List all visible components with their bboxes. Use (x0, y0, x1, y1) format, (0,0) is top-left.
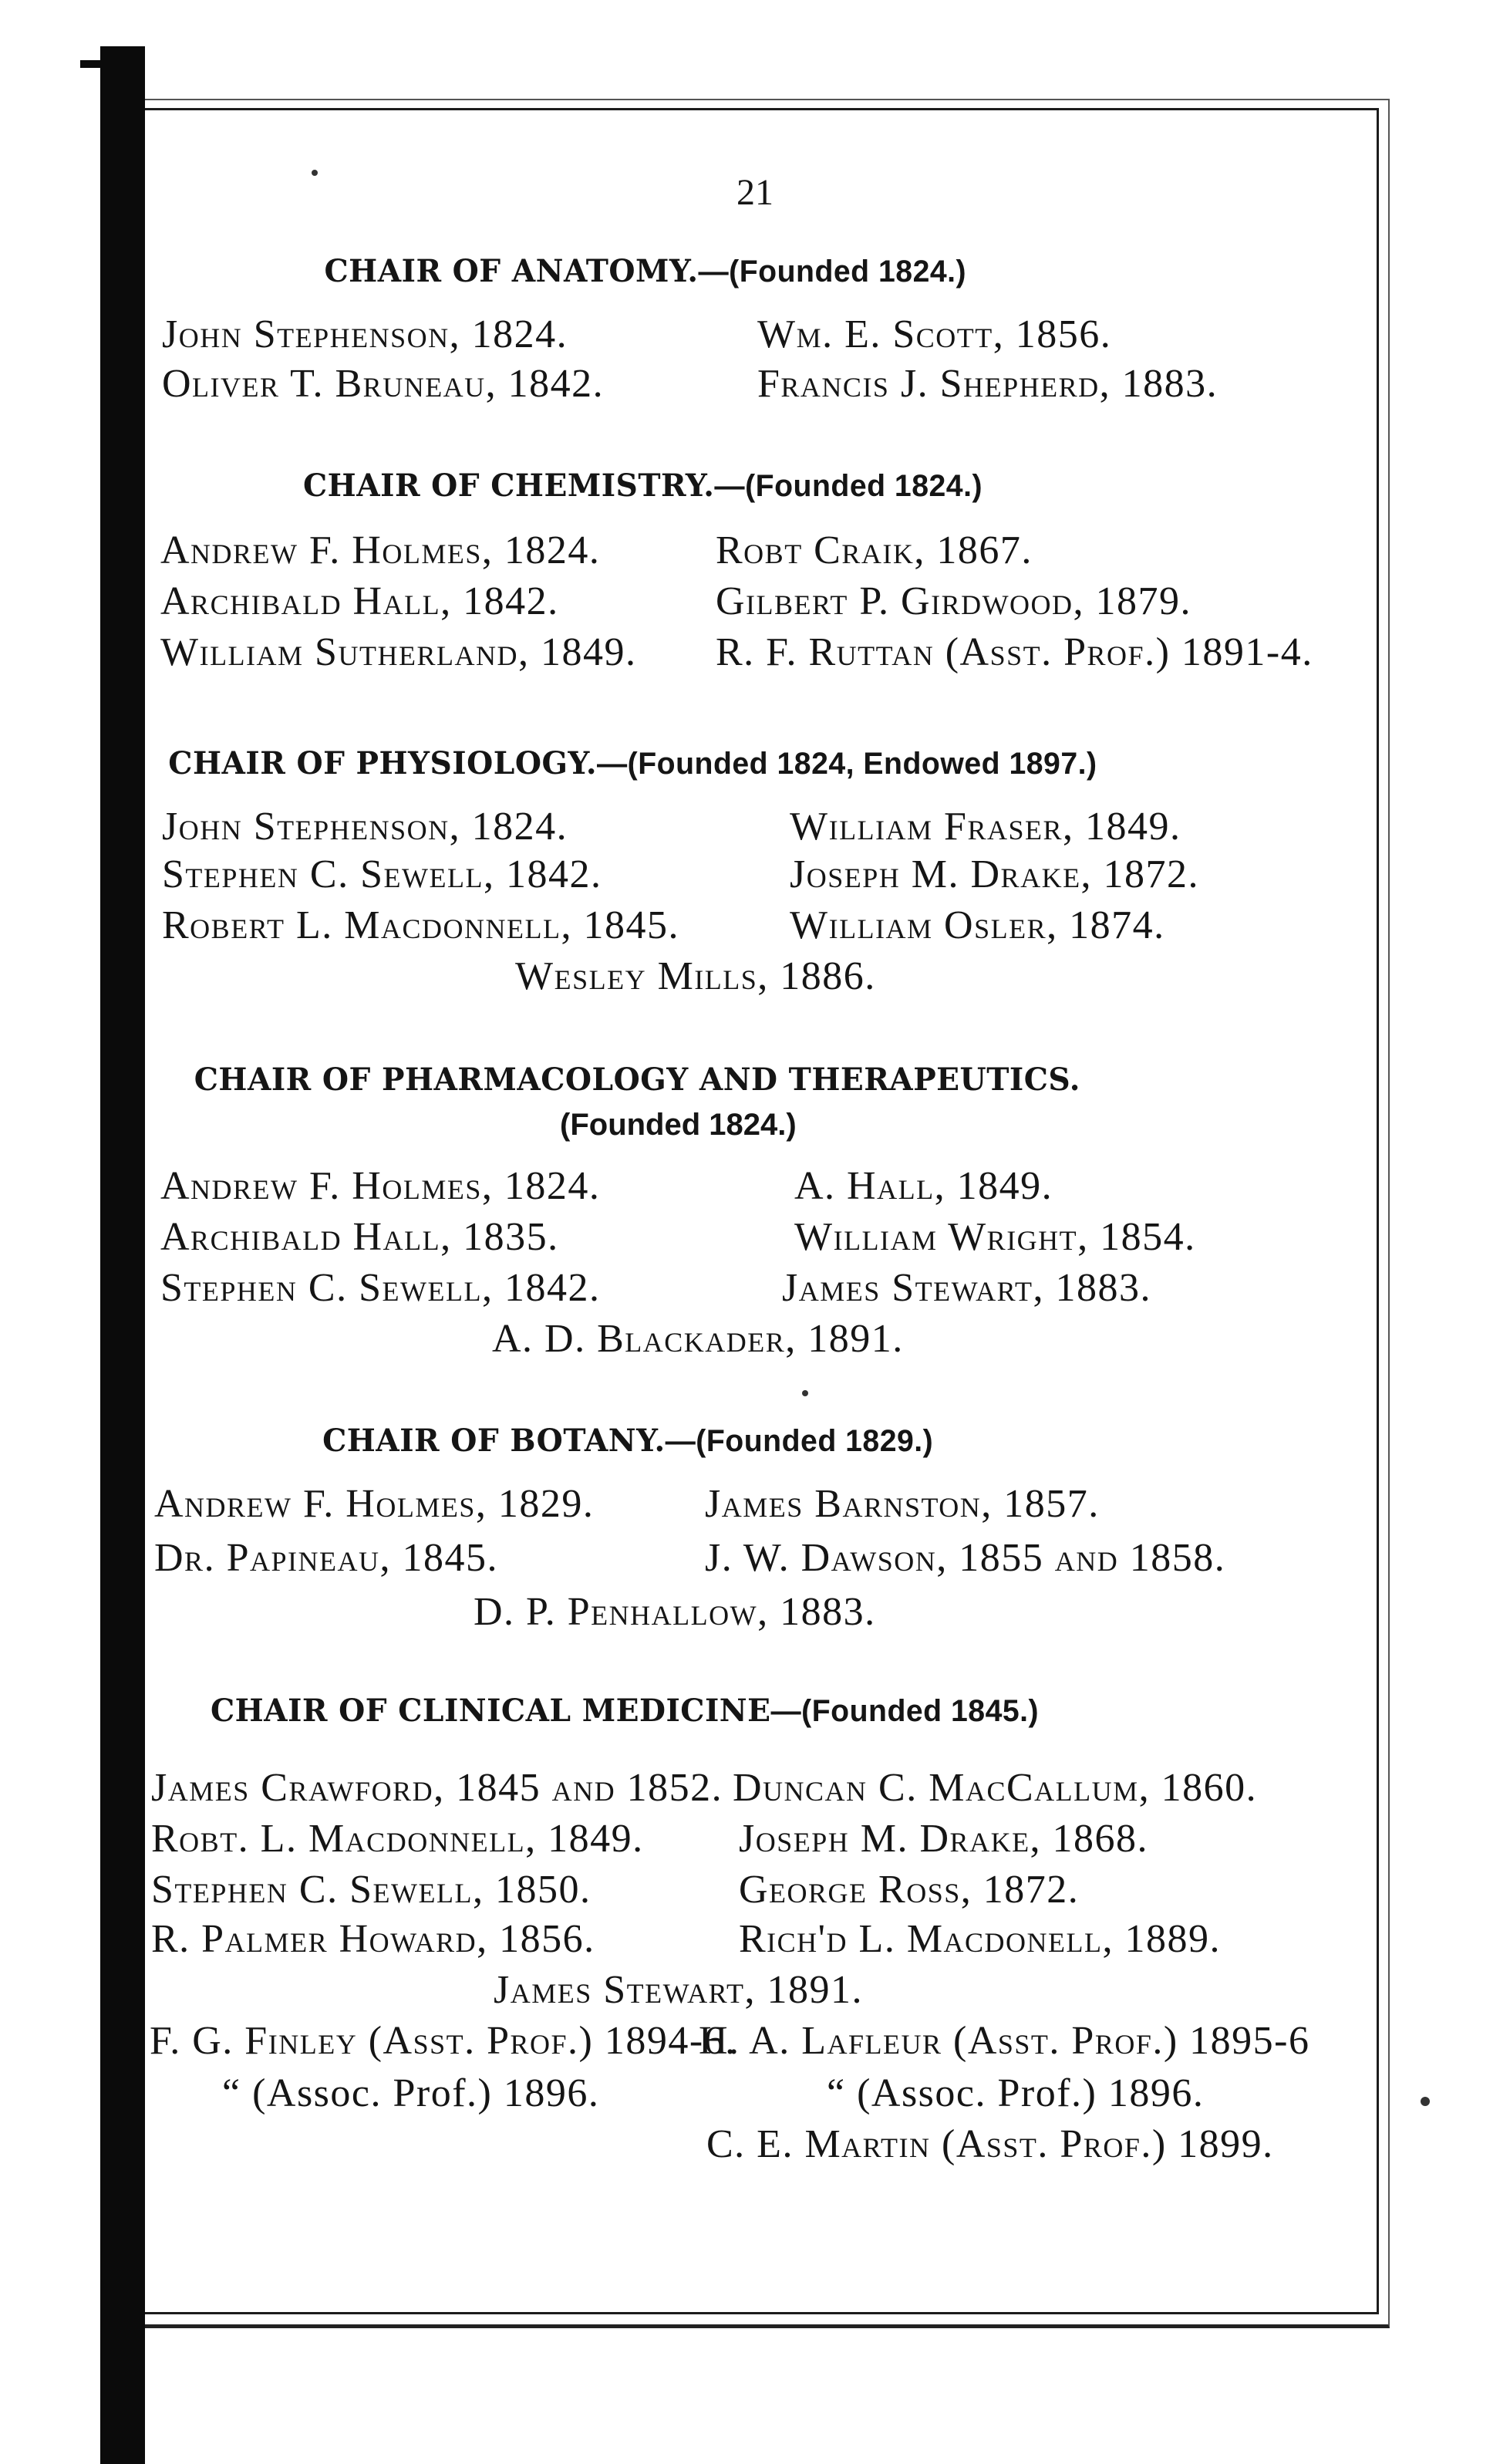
list-item: John Stephenson, 1824. (162, 312, 568, 356)
list-item: James Stewart, 1891. (494, 1968, 863, 2012)
list-item: William Sutherland, 1849. (160, 630, 637, 674)
founded-note: —(Founded 1824, Endowed 1897.) (596, 747, 1097, 781)
list-item: Andrew F. Holmes, 1824. (160, 1164, 601, 1208)
chair-heading-pharmacology (194, 1062, 1080, 1098)
list-item: Robt. L. Macdonnell, 1849. (151, 1817, 644, 1861)
chair-heading-physiology (168, 745, 1097, 781)
list-item: Robert L. Macdonnell, 1845. (162, 903, 679, 947)
chair-heading-clinical-medicine (211, 1693, 1039, 1729)
list-item: William Osler, 1874. (790, 903, 1165, 947)
list-item: A. D. Blackader, 1891. (492, 1317, 904, 1361)
list-item: James Crawford, 1845 and 1852. (151, 1766, 723, 1810)
founded-note: —(Founded 1845.) (770, 1694, 1040, 1728)
list-item: Francis J. Shepherd, 1883. (757, 362, 1218, 406)
list-item: James Stewart, 1883. (782, 1266, 1151, 1310)
list-item: Stephen C. Sewell, 1842. (160, 1266, 601, 1310)
page-number: 21 (736, 172, 774, 213)
chair-heading-chemistry (303, 467, 983, 504)
scan-speck (802, 1390, 808, 1396)
list-item: F. G. Finley (Asst. Prof.) 1894-6. (150, 2019, 736, 2063)
chair-title: CHAIR OF CLINICAL MEDICINE (210, 1693, 771, 1729)
founded-note: —(Founded 1824.) (698, 255, 967, 289)
list-item: C. E. Martin (Asst. Prof.) 1899. (706, 2122, 1274, 2166)
list-item: “ (Assoc. Prof.) 1896. (827, 2071, 1205, 2115)
list-item: Archibald Hall, 1835. (160, 1215, 559, 1259)
list-item: Archibald Hall, 1842. (160, 579, 559, 623)
list-item: George Ross, 1872. (739, 1868, 1080, 1912)
list-item: R. Palmer Howard, 1856. (151, 1917, 595, 1961)
scan-speck (1421, 2097, 1430, 2106)
chair-heading-anatomy (324, 253, 966, 289)
list-item: Rich'd L. Macdonell, 1889. (739, 1917, 1222, 1961)
list-item: R. F. Ruttan (Asst. Prof.) 1891-4. (716, 630, 1313, 674)
founded-note: (Founded 1824.) (560, 1108, 797, 1142)
chair-title: CHAIR OF PHYSIOLOGY. (168, 745, 597, 781)
list-item: “ (Assoc. Prof.) 1896. (222, 2071, 600, 2115)
list-item: H. A. Lafleur (Asst. Prof.) 1895-6 (699, 2019, 1310, 2063)
list-item: Robt Craik, 1867. (716, 528, 1033, 572)
list-item: D. P. Penhallow, 1883. (474, 1590, 876, 1634)
chair-title: CHAIR OF ANATOMY. (324, 253, 699, 289)
chair-title: CHAIR OF PHARMACOLOGY AND THERAPEUTICS. (194, 1062, 1080, 1098)
list-item: Stephen C. Sewell, 1850. (151, 1868, 592, 1912)
list-item: Andrew F. Holmes, 1824. (160, 528, 601, 572)
list-item: A. Hall, 1849. (794, 1164, 1053, 1208)
list-item: Dr. Papineau, 1845. (154, 1536, 498, 1580)
chair-title: CHAIR OF CHEMISTRY. (302, 467, 715, 504)
founded-note: —(Founded 1829.) (665, 1424, 934, 1458)
list-item: William Fraser, 1849. (790, 805, 1181, 849)
list-item: Wesley Mills, 1886. (515, 954, 876, 998)
scan-speck (312, 170, 318, 176)
list-item: Wm. E. Scott, 1856. (757, 312, 1112, 356)
founded-note: —(Founded 1824.) (714, 469, 983, 503)
chair-title: CHAIR OF BOTANY. (322, 1423, 666, 1459)
list-item: John Stephenson, 1824. (162, 805, 568, 849)
chair-heading-botany (322, 1423, 933, 1459)
list-item: Stephen C. Sewell, 1842. (162, 852, 602, 896)
list-item: Gilbert P. Girdwood, 1879. (716, 579, 1192, 623)
list-item: Joseph M. Drake, 1872. (790, 852, 1200, 896)
list-item: James Barnston, 1857. (705, 1482, 1100, 1526)
list-item: William Wright, 1854. (794, 1215, 1196, 1259)
list-item: Andrew F. Holmes, 1829. (154, 1482, 595, 1526)
list-item: Joseph M. Drake, 1868. (739, 1817, 1149, 1861)
list-item: Oliver T. Bruneau, 1842. (162, 362, 605, 406)
list-item: J. W. Dawson, 1855 and 1858. (705, 1536, 1226, 1580)
binding-mark (80, 60, 111, 68)
binding-edge (100, 46, 145, 2464)
list-item: Duncan C. MacCallum, 1860. (733, 1766, 1258, 1810)
